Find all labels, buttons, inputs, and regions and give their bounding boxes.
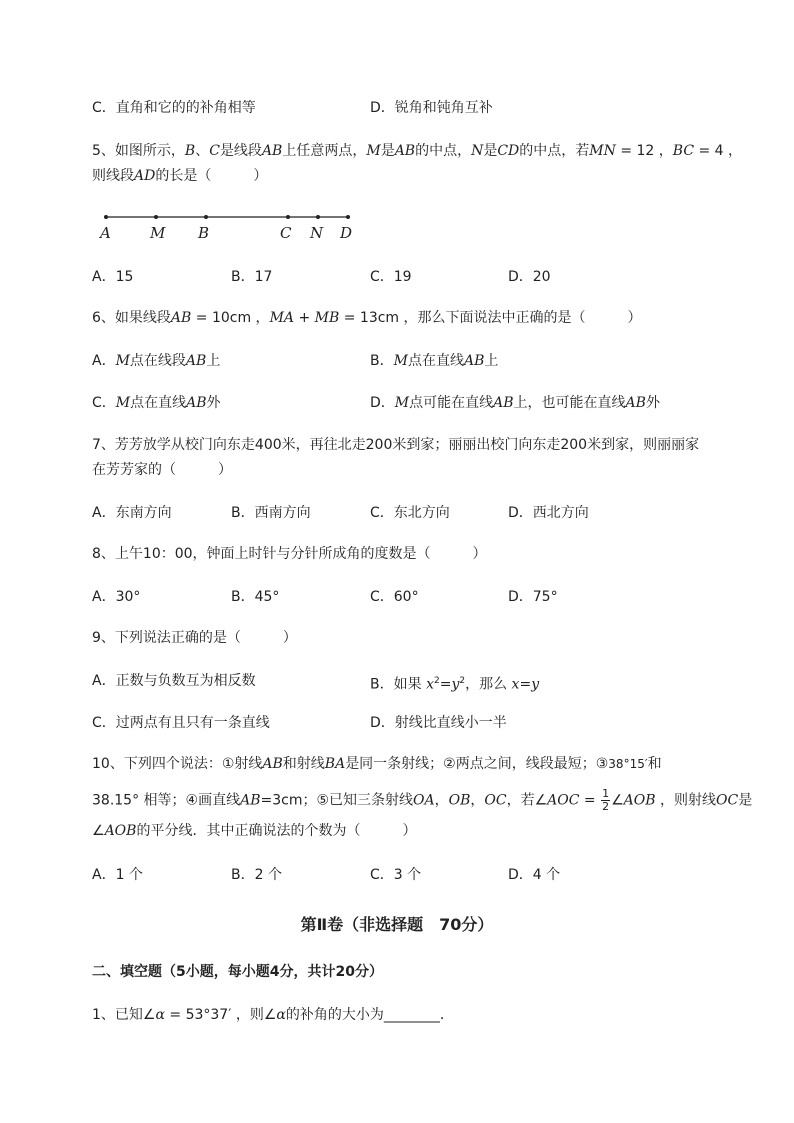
q10-stem-line2: 38.15° 相等；④画直线AB=3cm；⑤已知三条射线OA，OB，OC，若∠AOC = $\frac{1}{2}$ ∠AOB ，则射线OC是 [92,787,753,813]
q5-segment-diagram [92,206,372,246]
q9-option-d: D．射线比直线小一半 [370,715,507,731]
section-subtitle: 二、填空题（5小题，每小题4分，共计20分） [92,964,383,980]
label-d: D [340,224,353,242]
q8-option-c: C．60° [370,589,419,605]
q7-option-c: C．东北方向 [370,505,450,521]
q9-option-c: C．过两点有且只有一条直线 [92,715,270,731]
q8-option-b: B．45° [231,589,280,605]
q9-option-b: B．如果 $x^2=y^2$，那么 x=y [370,676,540,693]
q6-option-d: D．M点可能在直线AB上，也可能在直线AB外 [370,395,660,411]
q10-stem-line3: ∠AOB的平分线．其中正确说法的个数为（ ） [92,823,417,839]
q8-option-a: A．30° [92,589,141,605]
label-b: B [198,224,210,242]
q4-option-d: D．锐角和钝角互补 [370,100,493,116]
point-a [104,215,108,219]
q5-option-c: C．19 [370,269,412,285]
q6-option-b: B．M点在直线AB上 [370,353,499,369]
q6-option-c: C．M点在直线AB外 [92,395,221,411]
q7-option-a: A．东南方向 [92,505,172,521]
q8-option-d: D．75° [508,589,558,605]
label-a: A [100,224,111,242]
point-d [346,215,350,219]
fill-question-1: 1、已知∠α = 53°37′ ，则∠α的补角的大小为________． [92,1007,454,1023]
q6-stem: 6、如果线段AB = 10cm ，MA + MB = 13cm ，那么下面说法中正确的是（ ） [92,310,642,326]
q10-option-c: C．3 个 [370,867,422,883]
q5-option-b: B．17 [231,269,273,285]
q6-option-a: A．M点在线段AB上 [92,353,221,369]
q7-option-b: B．西南方向 [231,505,311,521]
q10-option-a: A．1 个 [92,867,143,883]
point-b [204,215,208,219]
point-n [316,215,320,219]
q7-option-d: D．西北方向 [508,505,589,521]
point-m [154,215,158,219]
section-title: 第Ⅱ卷（非选择题 70分） [300,915,494,934]
q9-stem: 9、下列说法正确的是（ ） [92,630,297,646]
q5-option-a: A．15 [92,269,134,285]
label-m: M [150,224,166,242]
label-n: N [310,224,324,242]
q5-stem-line2: 则线段AD的长是（ ） [92,168,268,184]
q7-stem-line2: 在芳芳家的（ ） [92,462,232,478]
q10-stem-line1: 10、下列四个说法：①射线AB和射线BA是同一条射线；②两点之间，线段最短；③38°15′和 [92,756,662,772]
point-c [286,215,290,219]
one-half-fraction: $\frac{1}{2}$ [602,787,610,813]
q5-option-d: D．20 [508,269,551,285]
label-c: C [280,224,292,242]
q10-option-b: B．2 个 [231,867,282,883]
q4-option-c: C．直角和它的的补角相等 [92,100,256,116]
q10-option-d: D．4 个 [508,867,561,883]
q8-stem: 8、上午10：00，钟面上时针与分针所成角的度数是（ ） [92,546,487,562]
q7-stem-line1: 7、芳芳放学从校门向东走400米，再往北走200米到家；丽丽出校门向东走200米到家，则丽丽家 [92,437,700,453]
q9-option-a: A．正数与负数互为相反数 [92,673,256,689]
q5-stem-line1: 5、如图所示，B、C是线段AB上任意两点，M是AB的中点，N是CD的中点，若MN = 12 ，BC = 4 ， [92,143,743,159]
